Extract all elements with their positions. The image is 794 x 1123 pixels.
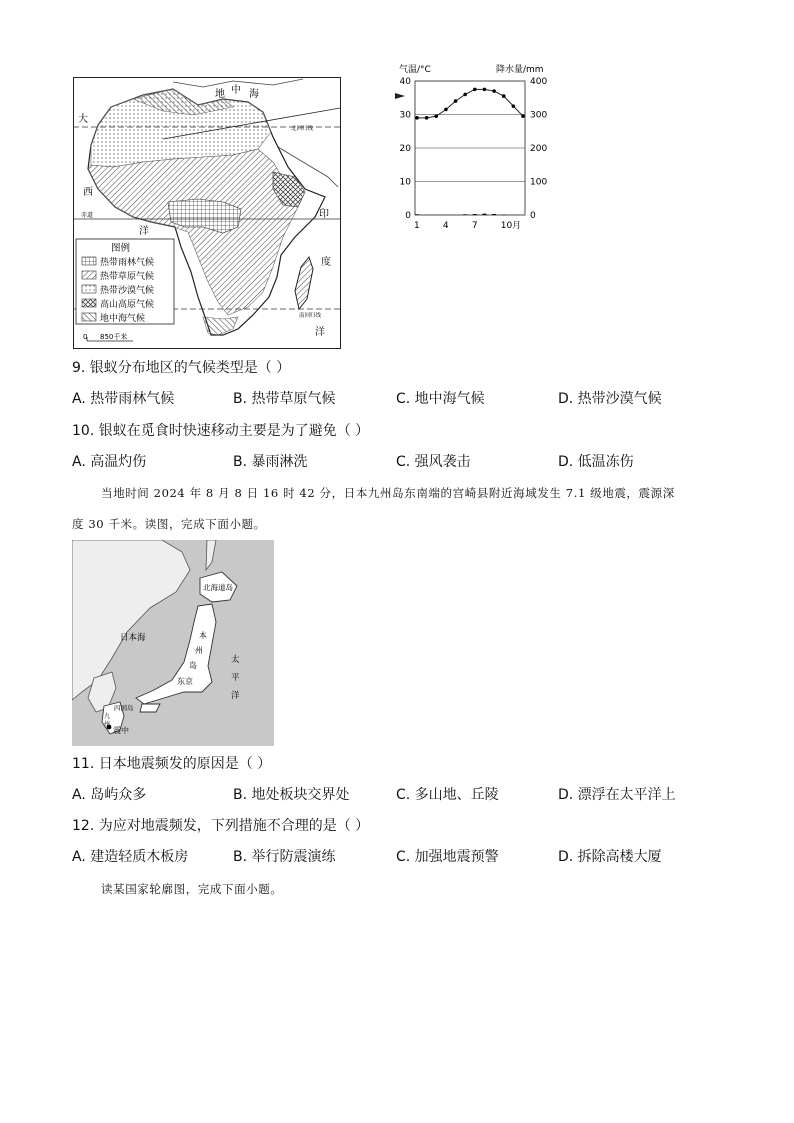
temperature-point	[492, 89, 496, 93]
label-mediterranean-1: 地	[215, 89, 225, 100]
legend-item-desert: 热带沙漠气候	[100, 286, 155, 296]
y-left-tick-label: 30	[399, 110, 411, 121]
x-tick-label: 7	[471, 221, 478, 231]
q12-stem: 12. 为应对地震频发，下列措施不合理的是（ ）	[72, 818, 370, 834]
label-indian-3: 洋	[315, 327, 325, 338]
climate-chart	[385, 60, 560, 235]
label-mediterranean-2: 中	[231, 85, 241, 96]
legend-swatch-rainforest	[82, 257, 96, 265]
label-mediterranean-3: 海	[249, 89, 259, 100]
precipitation-bar	[482, 214, 486, 215]
label-kyushu-2: 州	[104, 721, 111, 728]
label-honshu-1: 本	[199, 631, 207, 640]
scale-label: 850千米	[100, 333, 128, 341]
label-pacific-1: 太	[231, 655, 240, 665]
precipitation-bar	[492, 214, 496, 215]
y-right-axis-label: 降水量/mm	[496, 65, 544, 75]
label-indian-1: 印	[319, 209, 329, 220]
passage-earthquake-line1: 当地时间 2024 年 8 月 8 日 16 时 42 分，日本九州岛东南端的宫崎县附近海域发生 7.1 级地震，震源深	[101, 486, 675, 500]
y-right-tick-label: 200	[530, 144, 548, 154]
africa-climate-map	[73, 77, 341, 349]
label-sea-of-japan: 日本海	[120, 633, 146, 643]
y-right-tick-label: 300	[530, 110, 548, 121]
passage-country-outline: 读某国家轮廓图，完成下面小题。	[101, 882, 283, 896]
temperature-line	[417, 89, 523, 117]
q12-option-d[interactable]: D. 拆除高楼大厦	[558, 849, 662, 865]
q11-option-a[interactable]: A. 岛屿众多	[72, 787, 147, 803]
label-shikoku: 四国岛	[114, 704, 134, 712]
q10-option-d[interactable]: D. 低温冻伤	[558, 454, 634, 470]
y-left-tick-label: 10	[399, 177, 411, 188]
passage-earthquake-line2: 度 30 千米。读图，完成下面小题。	[72, 517, 266, 531]
legend-item-highland: 高山高原气候	[100, 300, 155, 310]
q11-option-b[interactable]: B. 地处板块交界处	[233, 787, 350, 803]
japan-map-svg	[72, 540, 274, 746]
q11-option-d[interactable]: D. 漂浮在太平洋上	[558, 787, 676, 803]
q9-option-b[interactable]: B. 热带草原气候	[233, 391, 336, 407]
japan-map	[72, 540, 274, 746]
y-right-tick-label: 0	[530, 211, 536, 221]
precipitation-bar	[463, 214, 467, 215]
label-indian-2: 度	[321, 257, 331, 268]
q11-option-c[interactable]: C. 多山地、丘陵	[396, 787, 499, 803]
legend-swatch-highland	[82, 299, 96, 307]
q12-option-c[interactable]: C. 加强地震预警	[396, 849, 499, 865]
q10-stem: 10. 银蚁在觅食时快速移动主要是为了避免（ ）	[72, 423, 370, 439]
temperature-point	[521, 114, 525, 118]
x-tick-label: 1	[414, 221, 420, 231]
label-honshu-3: 岛	[189, 661, 197, 670]
label-pacific-3: 洋	[231, 691, 240, 701]
temperature-point	[444, 108, 448, 112]
scale-zero: 0	[83, 333, 88, 341]
q11-stem: 11. 日本地震频发的原因是（ ）	[72, 756, 272, 772]
y-right-tick-label: 400	[530, 77, 548, 87]
legend-swatch-desert	[82, 285, 96, 293]
label-kyushu-1: 九	[104, 713, 111, 720]
q9-option-d[interactable]: D. 热带沙漠气候	[558, 391, 662, 407]
label-tropic-cancer: 北回归线	[291, 126, 314, 132]
temperature-point	[415, 116, 419, 120]
label-honshu-2: 州	[195, 646, 203, 655]
legend-item-mediterranean: 地中海气候	[100, 314, 146, 324]
x-tick-label: 10月	[500, 221, 522, 231]
legend-swatch-mediterranean	[82, 313, 96, 321]
q10-option-a[interactable]: A. 高温灼伤	[72, 454, 147, 470]
q12-option-b[interactable]: B. 举行防震演练	[233, 849, 336, 865]
climate-chart-svg	[385, 60, 560, 235]
temperature-point	[512, 104, 516, 108]
temperature-point	[502, 94, 506, 98]
temperature-point	[463, 93, 467, 97]
label-atlantic-1: 大	[78, 114, 88, 125]
precipitation-bar	[502, 215, 506, 216]
y-right-tick-label: 100	[530, 177, 548, 188]
shikoku-island	[140, 704, 160, 712]
q10-option-b[interactable]: B. 暴雨淋洗	[233, 454, 308, 470]
legend-title: 图例	[111, 243, 131, 254]
label-tropic-capricorn: 南回归线	[299, 313, 322, 319]
label-hokkaido: 北海道岛	[203, 583, 233, 592]
temperature-point	[425, 116, 429, 120]
legend-item-savanna: 热带草原气候	[100, 272, 155, 282]
precipitation-bar	[473, 214, 477, 215]
africa-map-svg	[73, 77, 341, 349]
q9-option-a[interactable]: A. 热带雨林气候	[72, 391, 175, 407]
legend-swatch-savanna	[82, 271, 96, 279]
x-tick-label: 4	[442, 221, 449, 231]
temperature-point	[434, 114, 438, 118]
q12-option-a[interactable]: A. 建造轻质木板房	[72, 849, 189, 865]
precipitation-bar	[415, 214, 419, 215]
legend-item-rainforest: 热带雨林气候	[100, 258, 155, 268]
label-atlantic-2: 西	[83, 187, 93, 198]
label-pacific-2: 平	[231, 673, 240, 683]
q9-option-c[interactable]: C. 地中海气候	[396, 391, 485, 407]
label-epicenter: 震中	[113, 726, 129, 735]
temperature-point	[483, 88, 487, 92]
temperature-point	[454, 99, 458, 103]
label-tokyo: 东京	[177, 677, 193, 686]
q10-option-c[interactable]: C. 强风袭击	[396, 454, 471, 470]
y-left-tick-label: 20	[399, 144, 411, 154]
q9-stem: 9. 银蚁分布地区的气候类型是（ ）	[72, 360, 291, 376]
label-equator: 赤道	[81, 212, 94, 219]
temperature-point	[473, 88, 477, 92]
y-left-tick-label: 40	[399, 77, 411, 87]
y-left-axis-label: 气温/°C	[399, 65, 431, 75]
label-atlantic-3: 洋	[139, 226, 149, 237]
y-left-tick-label: 0	[405, 211, 411, 221]
